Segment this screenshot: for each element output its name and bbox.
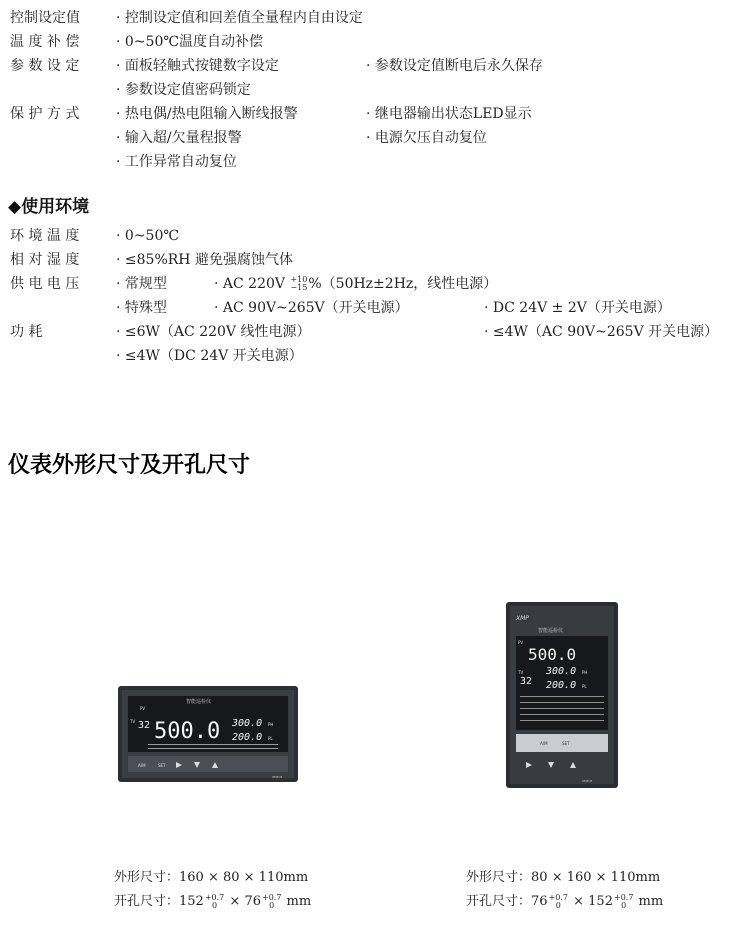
feature-item-setpoint: · 控制设定值和回差值全量程内自由设定	[116, 10, 363, 26]
meter-v-model: XMP-M	[582, 779, 593, 783]
env-temp-value: · 0~50℃	[116, 228, 180, 244]
meter-v-ph-tag: PH	[582, 670, 588, 675]
feature-item-param-2: · 参数设定值断电后永久保存	[366, 58, 543, 74]
meter-h-tv: 32	[138, 720, 151, 731]
env-temp-label: 环 境 温 度	[10, 228, 80, 244]
meter-h-ph-tag: PH	[268, 722, 274, 727]
env-power-label: 供 电 电 压	[10, 276, 80, 292]
meter-v-pl-tag: PL	[582, 684, 587, 689]
meter-h-ph: 300.0	[232, 718, 263, 729]
feature-item-protect-2: · 继电器输出状态LED显示	[366, 106, 532, 122]
section-title: 仪表外形尺寸及开孔尺寸	[8, 453, 251, 478]
env-power-normal: · 常规型	[116, 276, 167, 292]
meter-v-set: SET	[562, 741, 570, 746]
meter-h-pl: 200.0	[232, 732, 263, 743]
meter-v-ph: 300.0	[546, 666, 577, 677]
meter-h-pv: 500.0	[154, 719, 221, 744]
meter-v-pv-tag: PV	[518, 640, 524, 645]
meter-v-am: A/M	[540, 741, 548, 746]
power-normal-tolerance: +10 −15	[290, 275, 308, 292]
meter-v-tv: 32	[520, 676, 533, 687]
feature-label-temp-comp: 温 度 补 偿	[10, 34, 80, 50]
meter-h-pl-tag: PL	[268, 736, 273, 741]
meter-horizontal	[118, 686, 298, 782]
env-consumption-label: 功 耗	[10, 324, 43, 340]
feature-item-protect-4: · 电源欠压自动复位	[366, 130, 487, 146]
env-power-special-value: · AC 90V~265V（开关电源）	[214, 300, 409, 316]
meter-v-tv-tag: TV	[518, 670, 524, 675]
meter-v-brand: XMP	[516, 615, 529, 622]
env-power-special: · 特殊型	[116, 300, 167, 316]
power-normal-freq: %（50Hz±2Hz，线性电源）	[308, 276, 498, 292]
power-normal-ac: · AC 220V	[214, 276, 290, 292]
env-humidity-value: · ≤85%RH 避免强腐蚀气体	[116, 252, 293, 268]
meter-v-pl: 200.0	[546, 680, 577, 691]
feature-item-param-3: · 参数设定值密码锁定	[116, 82, 251, 98]
caption-h-cutout: 开孔尺寸：152+0.7 0 × 76+0.7 0 mm	[114, 892, 312, 910]
meter-h-set: SET	[158, 763, 166, 768]
env-humidity-label: 相 对 湿 度	[10, 252, 80, 268]
env-consumption-c: · ≤4W（DC 24V 开关电源）	[116, 348, 303, 364]
caption-v-cutout: 开孔尺寸：76+0.7 0 × 152+0.7 0 mm	[466, 892, 664, 910]
feature-label-setpoint: 控制设定值	[10, 10, 80, 26]
caption-h-outer: 外形尺寸：160 × 80 × 110mm	[114, 870, 309, 885]
feature-label-protect: 保 护 方 式	[10, 106, 80, 122]
feature-item-temp-comp: · 0~50℃温度自动补偿	[116, 34, 264, 50]
env-heading: ◆使用环境	[8, 197, 90, 217]
meter-h-model: XMP-M	[272, 775, 283, 779]
feature-label-param: 参 数 设 定	[10, 58, 80, 74]
meter-h-pv-tag: PV	[140, 706, 146, 711]
feature-item-protect-3: · 输入超/欠量程报警	[116, 130, 242, 146]
meter-v-header: 智能巡检仪	[538, 628, 564, 634]
env-consumption-a: · ≤6W（AC 220V 线性电源）	[116, 324, 311, 340]
meter-v-pv: 500.0	[528, 645, 577, 664]
meter-vertical	[506, 602, 618, 788]
meter-h-header: 智能巡检仪	[186, 699, 212, 705]
feature-item-protect-5: · 工作异常自动复位	[116, 154, 237, 170]
feature-item-protect-1: · 热电偶/热电阻输入断线报警	[116, 106, 298, 122]
env-consumption-b: · ≤4W（AC 90V~265V 开关电源）	[484, 324, 719, 340]
env-power-normal-value	[214, 272, 497, 296]
caption-v-outer: 外形尺寸：80 × 160 × 110mm	[466, 870, 661, 885]
meter-h-am: A/M	[138, 763, 146, 768]
meter-h-tv-tag: TV	[130, 719, 136, 724]
env-power-dc: · DC 24V ± 2V（开关电源）	[484, 300, 671, 316]
feature-item-param-1: · 面板轻触式按键数字设定	[116, 58, 279, 74]
